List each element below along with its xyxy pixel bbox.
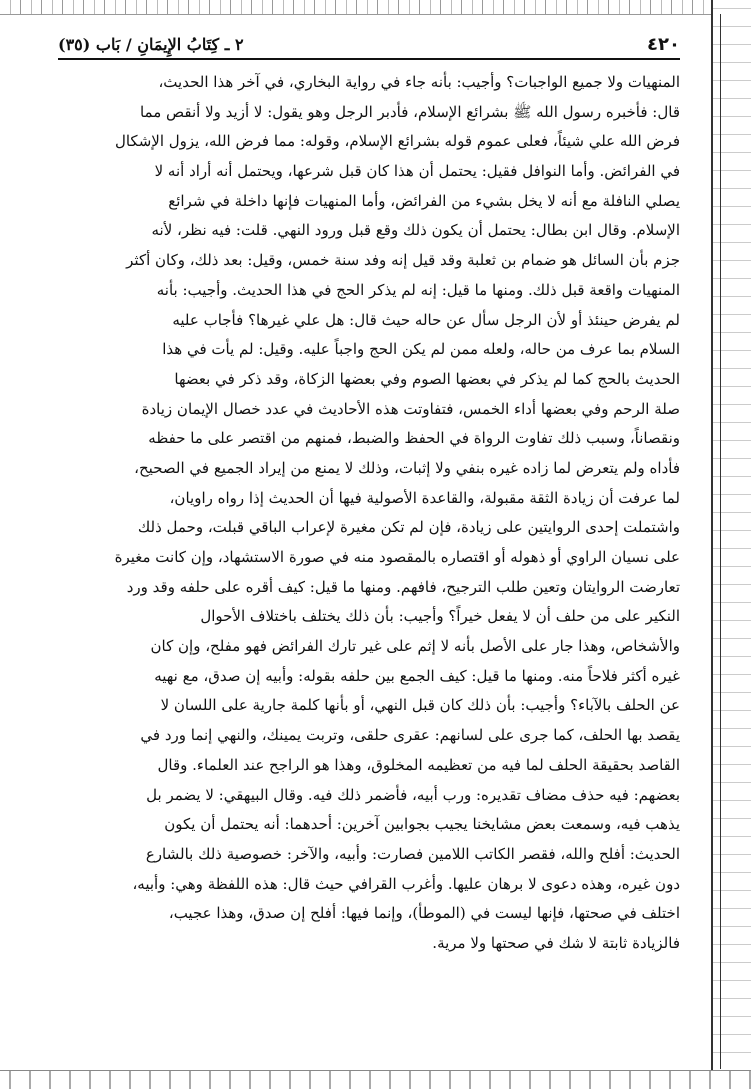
text-line: اختلف في صحتها، فإنها ليست في (الموطأ)، وإنما فيها: أفلح إن صدق، وهذا عجيب، [168, 904, 680, 923]
text-line: المنهيات واقعة قبل ذلك. ومنها ما قيل: إنه لم يذكر الحج في هذا الحديث. وأجيب: بأنه [156, 280, 680, 299]
text-line: قال: فأخبره رسول الله ﷺ بشرائع الإسلام، فأدبر الرجل وهو يقول: لا أزيد ولا أنقص مما [139, 102, 680, 121]
text-line: السلام بما عرف من حاله، ولعله ممن لم يكن الحج واجباً عليه. وقيل: لم يأت في هذا [162, 340, 680, 359]
page-number: ٤٢٠ [647, 33, 680, 55]
page-header [58, 30, 680, 60]
right-ornamental-border [711, 0, 751, 1089]
text-line: الحديث: أفلح والله، فقصر الكاتب اللامين فصارت: وأبيه، والآخر: خصوصية ذلك بالشارع [145, 844, 680, 863]
text-line: على نسيان الراوي أو ذهوله أو اقتصاره بالمقصود منه في صورة الاستشهاد، وإن كانت مغيرة [114, 548, 680, 566]
text-line: الحديث بالحج كما لم يذكر في بعضها الصوم وفي بعضها الزكاة، وقد ذكر في بعضها [174, 369, 680, 388]
text-line: لما عرفت أن زيادة الثقة مقبولة، والقاعدة الأصولية فيها أن الحديث إذا رواه راويان، [169, 488, 680, 507]
text-line: بعضهم: فيه حذف مضاف تقديره: ورب أبيه، فأضمر ذلك فيه. وقال البيهقي: لا يضمر بل [146, 785, 680, 804]
running-title: ٢ ـ كِتَابُ الإِيمَانِ / بَاب (٣٥) [58, 34, 244, 54]
text-line: صلة الرحم وفي بعضها أداء الخمس، فتفاوتت هذه الأحاديث في عدد خصال الإيمان زيادة [141, 399, 680, 418]
text-line: يصلي النافلة مع أنه لا يخل بشيء من الفرائض، وأما المنهيات فإنها داخلة في شرائع [168, 191, 680, 210]
text-line: فرض الله علي شيئاً، فعلى عموم قوله بشرائع الإسلام، وقوله: مما فرض الله، يزول الإشكال [114, 132, 680, 151]
top-ornamental-border [0, 0, 751, 15]
text-line: تعارضت الروايتان وتعين طلب الترجيح، فافهم. ومنها ما قيل: كيف أقره على حلفه وقد ورد [126, 577, 680, 596]
text-line: القاصد بحقيقة الحلف لما فيه من تعظيمه المخلوق، وهذا هو الراجح عند العلماء. وقال [157, 755, 680, 774]
text-line: فالزيادة ثابتة لا شك في صحتها ولا مرية. [432, 933, 680, 952]
text-line: ونقصاناً، وسبب ذلك تفاوت الرواة في الحفظ والضبط، فمنهم من اقتصر على ما حفظه [148, 429, 680, 448]
text-line: والأشخاص، وهذا جار على الأصل بأنه لا إثم على غير تارك الفرائض فهو مفلح، وإن كان [150, 637, 680, 656]
body-text [58, 68, 680, 959]
text-line: المنهيات ولا جميع الواجبات؟ وأجيب: بأنه جاء في رواية البخاري، في آخر هذا الحديث، [158, 73, 680, 91]
text-line: الإسلام. وقال ابن بطال: يحتمل أن يكون ذلك وقع قبل ورود النهي. قلت: فيه نظر، لأنه [151, 221, 680, 240]
text-line: غيره أكثر فلاحاً منه. ومنها ما قيل: كيف الجمع بين حلفه بقوله: وأبيه إن صدق، مع نهيه [154, 666, 680, 685]
text-line: يقصد بها الحلف، كما جرى على لسانهم: عقرى حلقى، وتربت يمينك، والنهي إنما ورد في [140, 726, 680, 745]
text-line: لم يفرض حينئذ أو لأن الرجل سأل عن حاله حيث قال: هل علي غيرها؟ فأجاب عليه [172, 310, 680, 329]
text-line: عن الحلف بالآباء؟ وأجيب: بأن ذلك كان قبل النهي، أو بأنها كلمة جارية على اللسان لا [160, 696, 680, 715]
text-line: واشتملت إحدى الروايتين على زيادة، فإن لم تكن مغيرة لإعراب الباقي قبلت، وحمل ذلك [137, 518, 680, 537]
bottom-ornamental-border [0, 1070, 751, 1089]
text-line: جزم بأن السائل هو ضمام بن ثعلبة وقد قيل إنه وفد سنة خمس، وقيل: بعد ذلك، وكان أكثر [126, 251, 680, 270]
text-line: يذهب فيه، وسمعت بعض مشايخنا يجيب بجوابين آخرين: أحدهما: أنه يحتمل أن يكون [164, 815, 680, 834]
right-margin-rule [720, 14, 721, 1069]
text-line: في الفرائض. وأما النوافل فقيل: يحتمل أن هذا كان قبل شرعها، ويحتمل أنه أراد أنه لا [154, 162, 680, 181]
text-line: فأداه ولم يتعرض لما زاده غيره بنفي ولا إثبات، وذلك لا يمنع من إيراد الجميع في الصحيح، [134, 458, 680, 477]
text-line: النكير على من حلف أن لا يفعل خيراً؟ وأجيب: بأن ذلك يختلف باختلاف الأحوال [200, 607, 680, 626]
text-line: دون غيره، وهذه دعوى لا برهان عليها. وأغرب القرافي حيث قال: هذه اللفظة وهي: وأبيه، [132, 874, 680, 893]
